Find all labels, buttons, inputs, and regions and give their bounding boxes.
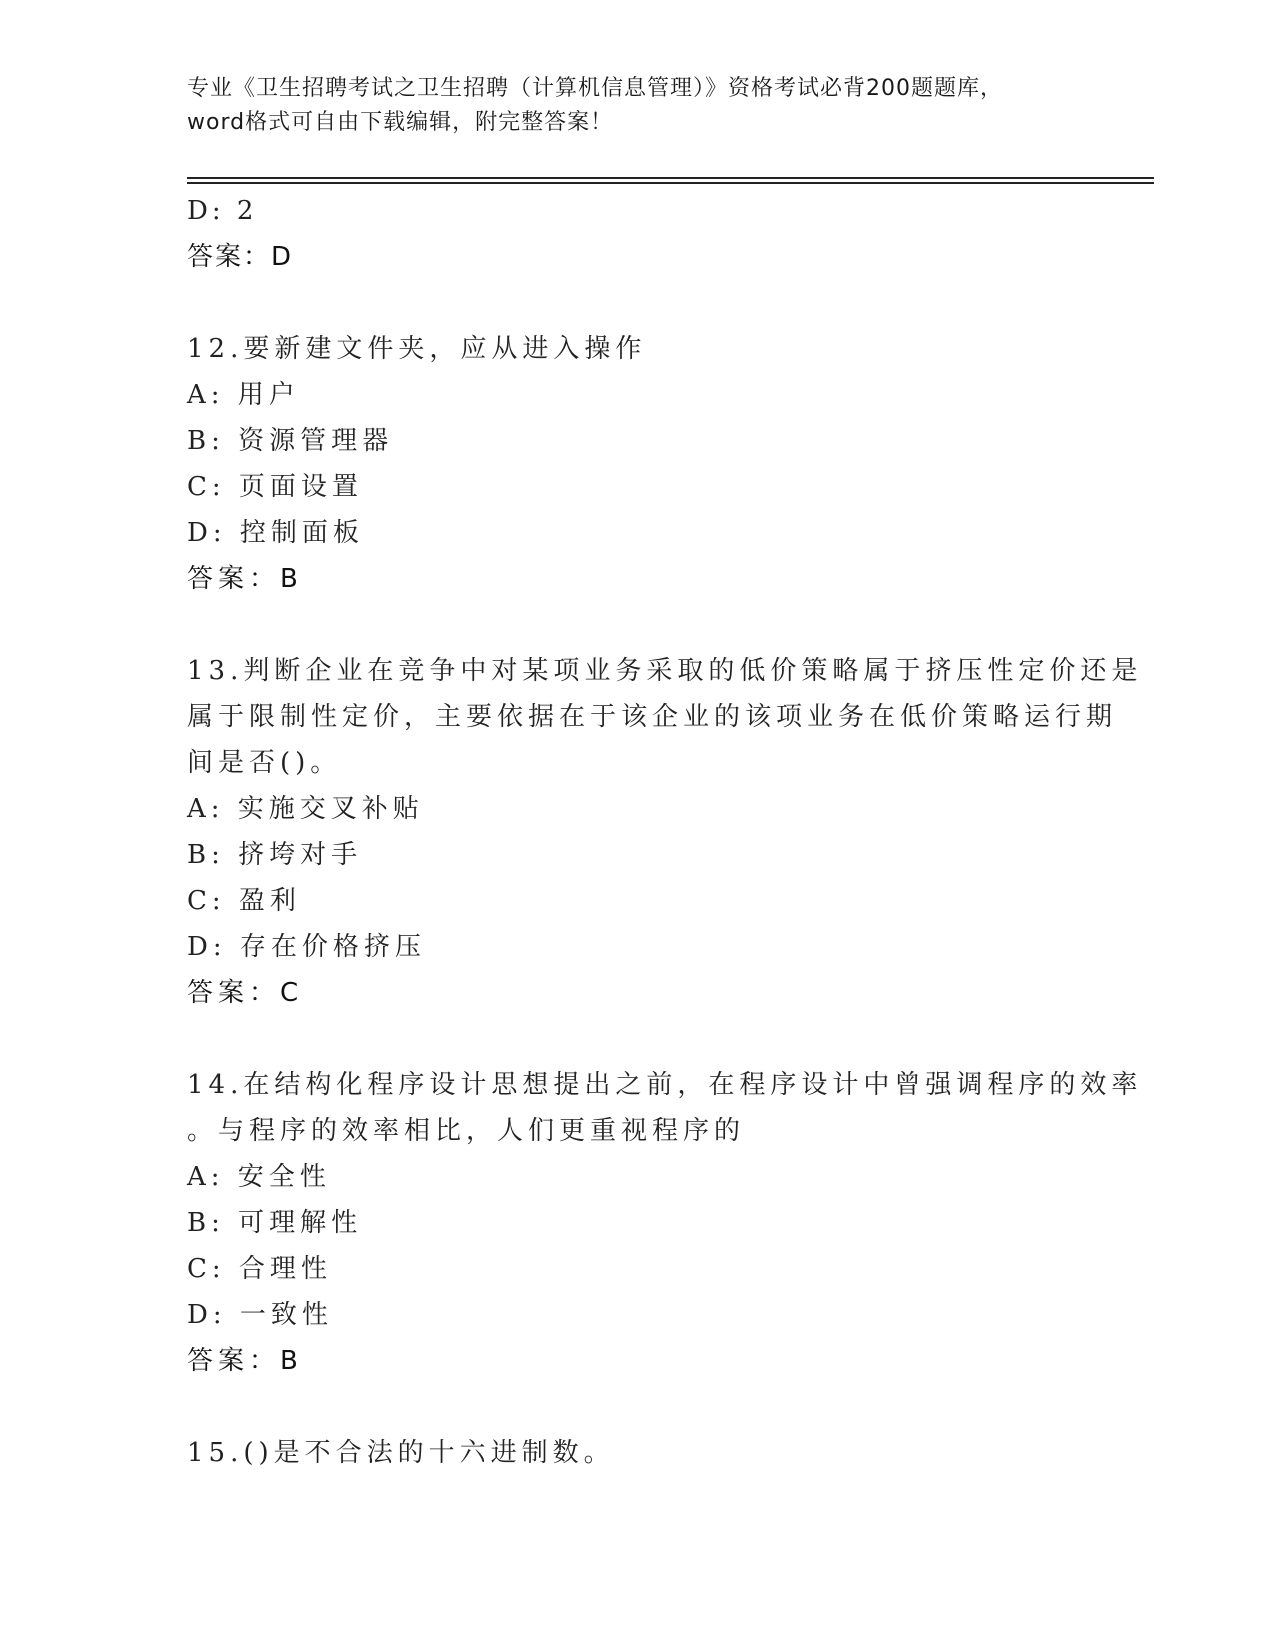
question-text-line-1: 13.判断企业在竞争中对某项业务采取的低价策略属于挤压性定价还是 (187, 656, 1143, 686)
header-divider-bottom (187, 182, 1154, 184)
option-c: C: 盈利 (187, 886, 301, 916)
option-b: B: 可理解性 (187, 1208, 363, 1238)
question-text-line-3: 间是否()。 (187, 748, 342, 778)
answer-line: 答案：C (187, 978, 304, 1008)
question-list (187, 188, 1143, 1476)
question-text: 15.()是不合法的十六进制数。 (187, 1438, 615, 1468)
option-d: D: 2 (187, 196, 258, 226)
answer-line: 答案：B (187, 564, 303, 594)
question-block-prev (187, 188, 1087, 280)
answer-line: 答案：B (187, 1346, 303, 1376)
option-a: A: 用户 (187, 380, 300, 410)
option-c: C: 合理性 (187, 1254, 332, 1284)
option-c: C: 页面设置 (187, 472, 363, 502)
option-d: D: 控制面板 (187, 518, 364, 548)
question-text-line-1: 14.在结构化程序设计思想提出之前，在程序设计中曾强调程序的效率 (187, 1070, 1143, 1100)
spacer (187, 602, 1087, 648)
question-text-line-2: 属于限制性定价，主要依据在于该企业的该项业务在低价策略运行期 (187, 702, 1118, 732)
option-b: B: 资源管理器 (187, 426, 394, 456)
document-header (187, 72, 1067, 140)
spacer (187, 280, 1087, 326)
header-title-line-1: 专业《卫生招聘考试之卫生招聘（计算机信息管理）》资格考试必背200题题库， (187, 76, 1003, 101)
option-d: D: 一致性 (187, 1300, 333, 1330)
spacer (187, 1016, 1087, 1062)
option-a: A: 安全性 (187, 1162, 331, 1192)
question-block-12 (187, 326, 1087, 602)
header-divider-top (187, 177, 1154, 179)
option-b: B: 挤垮对手 (187, 840, 363, 870)
spacer (187, 1384, 1087, 1430)
question-text: 12.要新建文件夹，应从进入操作 (187, 334, 647, 364)
answer-line: 答案：D (187, 242, 294, 272)
question-block-15 (187, 1430, 1087, 1476)
question-block-13 (187, 648, 1143, 1016)
header-title-line-2: word格式可自由下载编辑，附完整答案！ (187, 110, 614, 135)
option-d: D: 存在价格挤压 (187, 932, 426, 962)
question-text-line-2: 。与程序的效率相比，人们更重视程序的 (187, 1116, 746, 1146)
question-block-14 (187, 1062, 1143, 1384)
option-a: A: 实施交叉补贴 (187, 794, 424, 824)
